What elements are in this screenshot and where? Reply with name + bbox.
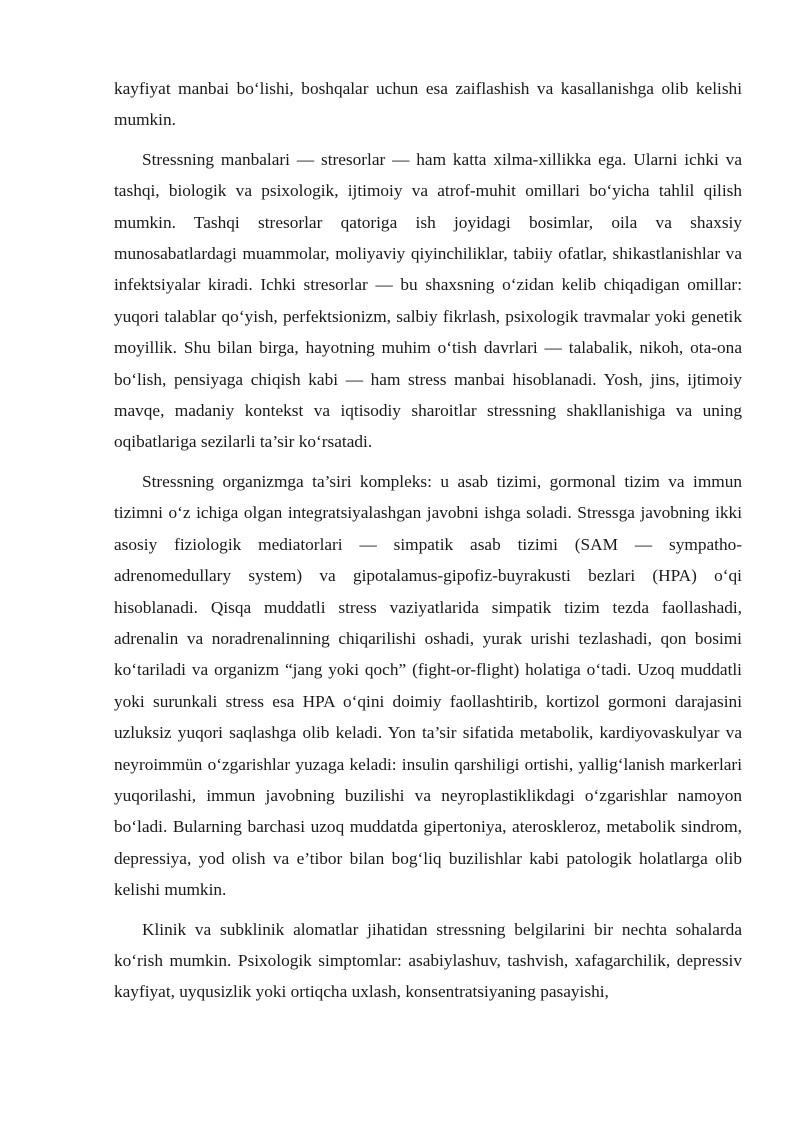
document-body (114, 73, 742, 1016)
paragraph-symptoms: Klinik va subklinik alomatlar jihatidan stressning belgilarini bir nechta sohalarda ko‘rish mumkin. Psixologik simptomlar: asabiylashuv, tashvish, xafagarchilik, depressiv kayfiyat, uyqusizlik yoki ortiqcha uxlash, konsentratsiyaning pasayishi, (114, 919, 742, 1002)
paragraph-stressors: Stressning manbalari — stresorlar — ham katta xilma-xillikka ega. Ularni ichki va tashqi, biologik va psixologik, ijtimoiy va atrof-muhit omillari bo‘yicha tahlil qilish mumkin. Tashqi stresorlar qatoriga ish joyidagi bosimlar, oila va shaxsiy munosabatlardagi muammolar, moliyaviy qiyinchiliklar, tabiiy ofatlar, shikastlanishlar va infektsiyalar kiradi. Ichki stresorlar — bu shaxsning o‘zidan kelib chiqadigan omillar: yuqori talablar qo‘yish, perfektsionizm, salbiy fikrlash, psixologik travmalar yoki genetik moyillik. Shu bilan birga, hayotning muhim o‘tish davrlari — talabalik, nikoh, ota-ona bo‘lish, pensiyaga chiqish kabi — ham stress manbai hisoblanadi. Yosh, jins, ijtimoiy mavqe, madaniy kontekst va iqtisodiy sharoitlar stressning shakllanishiga va uning oqibatlariga sezilarli ta’sir ko‘rsatadi. (114, 149, 742, 452)
paragraph-physiology: Stressning organizmga ta’siri kompleks: u asab tizimi, gormonal tizim va immun tizimni o‘z ichiga olgan integratsiyalashgan javobni ishga soladi. Stressga javobning ikki asosiy fiziologik mediatorlari — simpatik asab tizimi (SAM — sympatho-adrenomedullary system) va gipotalamus-gipofiz-buyrakusti bezlari (HPA) o‘qi hisoblanadi. Qisqa muddatli stress vaziyatlarida simpatik tizim tezda faollashadi, adrenalin va noradrenalinning chiqarilishi oshadi, yurak urishi tezlashadi, qon bosimi ko‘tariladi va organizm “jang yoki qoch” (fight-or-flight) holatiga o‘tadi. Uzoq muddatli yoki surunkali stress esa HPA o‘qini doimiy faollashtirib, kortizol gormoni darajasini uzluksiz yuqori saqlashga olib keladi. Yon ta’sir sifatida metabolik, kardiyovaskulyar va neyroimmün o‘zgarishlar yuzaga keladi: insulin qarshiligi ortishi, yallig‘lanish markerlari yuqorilashi, immun javobning buzilishi va neyroplastiklikdagi o‘zgarishlar namoyon bo‘ladi. Bularning barchasi uzoq muddatda gipertoniya, ateroskleroz, metabolik sindrom, depressiya, yod olish va e’tibor bilan bog‘liq buzilishlar kabi patologik holatlarga olib kelishi mumkin. (114, 471, 742, 900)
paragraph-continuation: kayfiyat manbai bo‘lishi, boshqalar uchun esa zaiflashish va kasallanishga olib kelishi mumkin. (114, 79, 742, 130)
